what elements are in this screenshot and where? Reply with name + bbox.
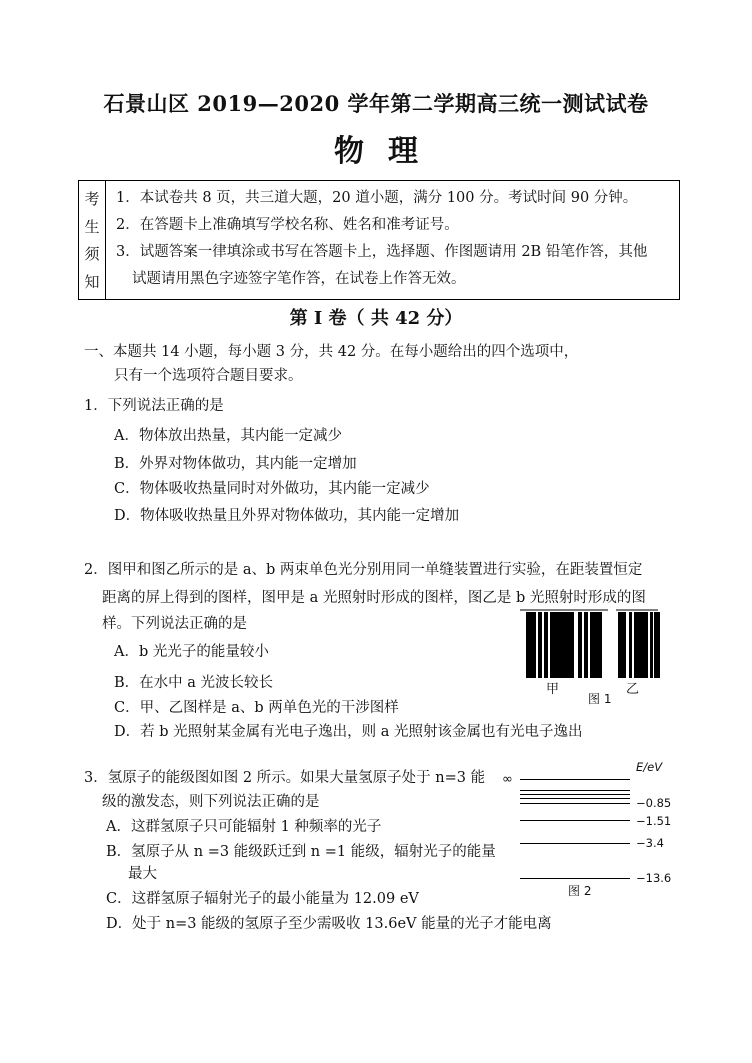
q3-stem-line2: 级的激发态，则下列说法正确的是 — [102, 794, 320, 810]
part1-instruction-line2: 只有一个选项符合题目要求。 — [114, 368, 303, 384]
q3-option-d: D．处于 n=3 能级的氢原子至少需吸收 13.6eV 能量的光子才能电离 — [106, 916, 552, 932]
figure-1-caption: 图 1 — [588, 692, 612, 706]
q3-stem-line1: 3．氢原子的能级图如图 2 所示。如果大量氢原子处于 n=3 能 — [84, 770, 486, 786]
q3-option-b-continued: 最大 — [128, 866, 157, 882]
exam-title: 石景山区 2019—2020 学年第二学期高三统一测试试卷 — [103, 91, 649, 116]
notice-box — [78, 180, 680, 300]
level-line-n3 — [520, 803, 630, 804]
q2-option-c: C．甲、乙图样是 a、b 两单色光的干涉图样 — [114, 700, 399, 716]
q3-option-a: A．这群氢原子只可能辐射 1 种频率的光子 — [106, 819, 382, 835]
level-value-n2: −3.4 — [636, 836, 664, 850]
subject-title: 物理 — [334, 134, 442, 169]
notice-label-char: 生 — [84, 217, 100, 236]
level-line-n1 — [520, 878, 630, 879]
level-line-n2 — [520, 843, 630, 844]
q3-option-c: C．这群氢原子辐射光子的最小能量为 12.09 eV — [106, 891, 419, 907]
pattern-jia — [526, 612, 602, 678]
q2-option-a: A．b 光光子的能量较小 — [114, 644, 269, 660]
notice-items — [106, 181, 679, 299]
q1-option-a: A．物体放出热量，其内能一定减少 — [114, 428, 342, 444]
section-title: 第 I 卷（ 共 42 分） — [289, 308, 463, 329]
q1-option-b: B．外界对物体做功，其内能一定增加 — [114, 456, 357, 472]
notice-label-char: 知 — [84, 272, 100, 291]
notice-item: 试题请用黑色字迹签字笔作答，在试卷上作答无效。 — [132, 271, 466, 287]
figure-1-label-yi: 乙 — [626, 682, 640, 697]
level-line-n4 — [520, 798, 630, 799]
level-line-n2b — [520, 820, 630, 821]
figure-1-label-jia: 甲 — [546, 682, 560, 697]
figure-2-axis-label: E/eV — [636, 760, 663, 774]
notice-label-char: 须 — [84, 245, 100, 264]
level-line-high — [520, 790, 630, 791]
level-line-high — [520, 794, 630, 795]
notice-item: 2．在答题卡上准确填写学校名称、姓名和准考证号。 — [116, 217, 459, 233]
q1-option-c: C．物体吸收热量同时对外做功，其内能一定减少 — [114, 481, 430, 497]
q2-option-b: B．在水中 a 光波长较长 — [114, 675, 274, 691]
pattern-yi — [618, 612, 660, 678]
figure-2-caption: 图 2 — [568, 884, 592, 898]
q2-stem-line1: 2．图甲和图乙所示的是 a、b 两束单色光分别用同一单缝装置进行实验，在距装置恒定 — [84, 562, 643, 578]
notice-item: 1．本试卷共 8 页，共三道大题，20 道小题，满分 100 分。考试时间 90 分钟。 — [116, 190, 638, 206]
q2-stem-line2: 距离的屏上得到的图样，图甲是 a 光照射时形成的图样，图乙是 b 光照射时形成的图 — [102, 590, 646, 606]
notice-label-char: 考 — [84, 190, 100, 209]
notice-label — [79, 181, 106, 299]
level-value-n3: −0.85 — [636, 796, 672, 810]
level-value-n1: −13.6 — [636, 871, 672, 885]
q1-option-d: D．物体吸收热量且外界对物体做功，其内能一定增加 — [114, 508, 460, 524]
level-line-infinity — [520, 779, 630, 780]
q2-stem-line3: 样。下列说法正确的是 — [102, 616, 247, 632]
notice-item: 3．试题答案一律填涂或书写在答题卡上，选择题、作图题请用 2B 铅笔作答，其他 — [116, 244, 648, 260]
level-value-n2b: −1.51 — [636, 814, 672, 828]
q1-stem: 1．下列说法正确的是 — [84, 398, 224, 414]
q2-option-d: D．若 b 光照射某金属有光电子逸出，则 a 光照射该金属也有光电子逸出 — [114, 724, 583, 740]
q3-option-b: B．氢原子从 n =3 能级跃迁到 n =1 能级，辐射光子的能量 — [106, 844, 496, 860]
part1-instruction-line1: 一、本题共 14 小题，每小题 3 分，共 42 分。在每小题给出的四个选项中， — [84, 344, 579, 360]
figure-2-infinity: ∞ — [502, 772, 513, 787]
